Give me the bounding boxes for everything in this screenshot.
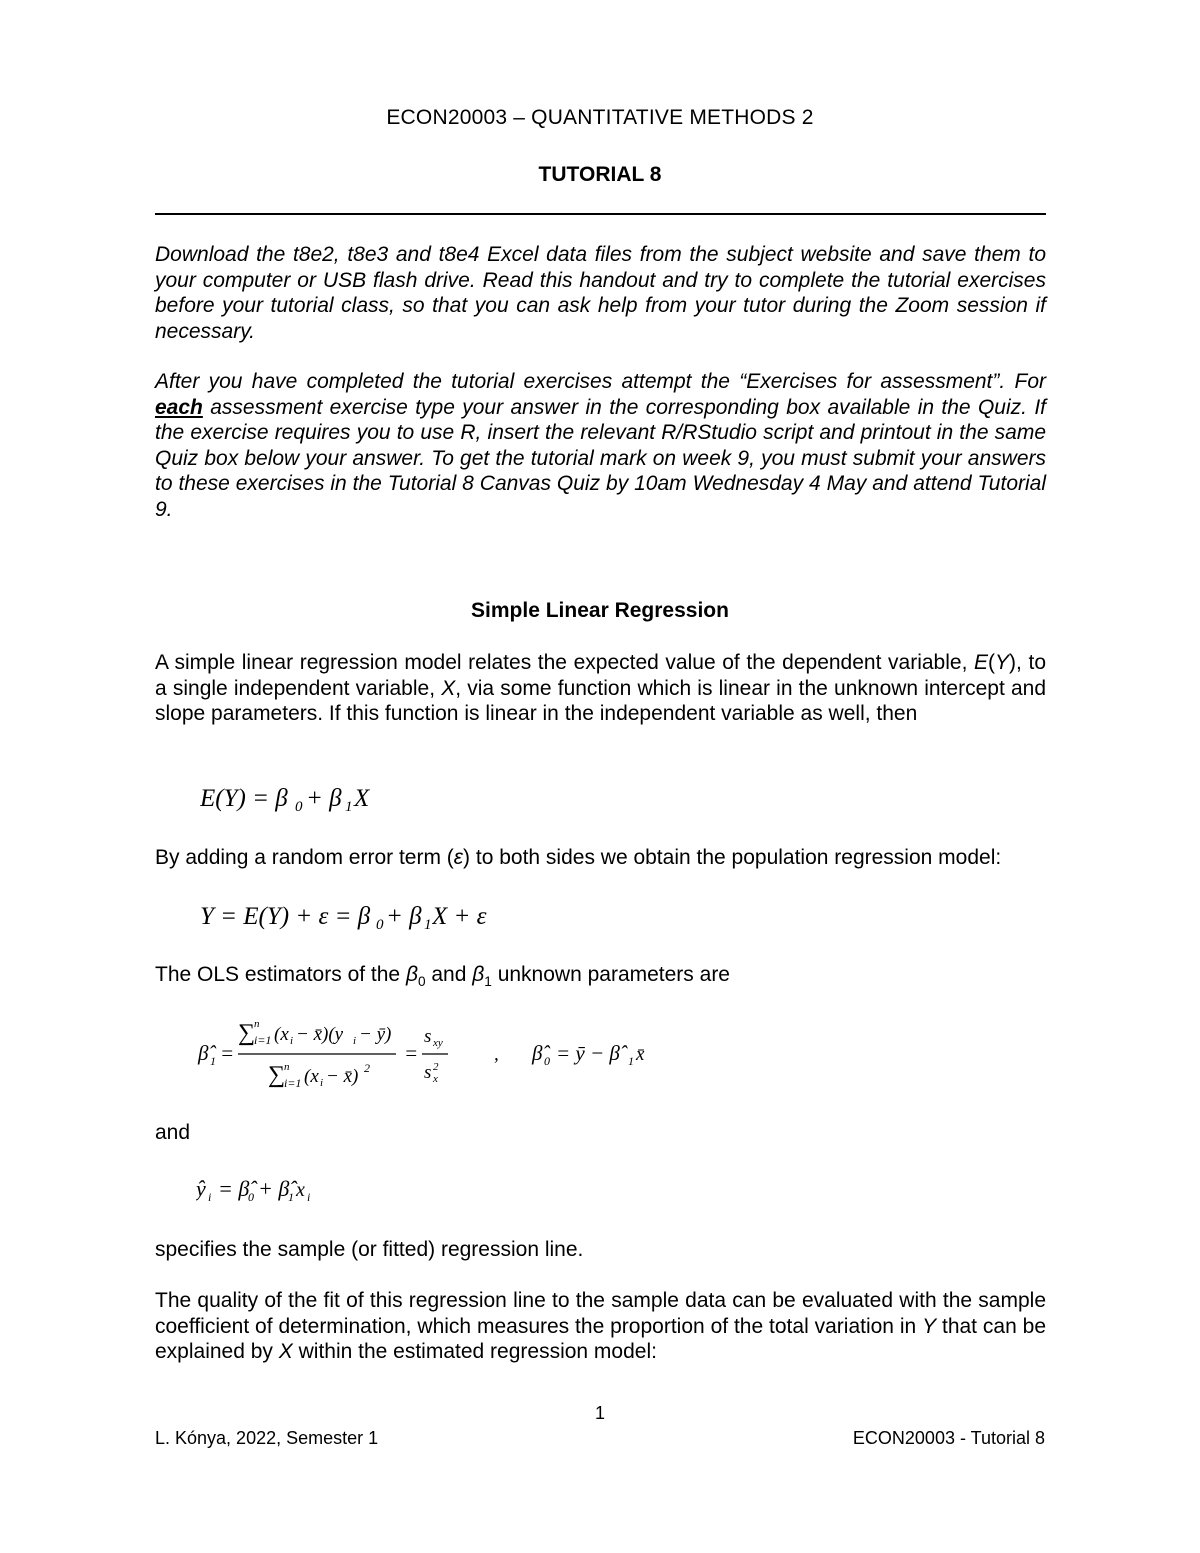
error-term-paragraph: By adding a random error term (ε) to both sides we obtain the population regression model: xyxy=(155,846,1002,869)
svg-text:0: 0 xyxy=(295,799,303,815)
intro-p2-start: After you have completed the tutorial exercises attempt the “Exercises for assessment”. For xyxy=(155,370,1046,393)
svg-text:= ȳ − β̂: = ȳ − β̂ xyxy=(556,1041,620,1065)
ols-text-b: and xyxy=(425,963,473,986)
equation-1-svg xyxy=(200,780,400,816)
svg-text:∑: ∑ xyxy=(268,1062,286,1088)
quality-paragraph xyxy=(155,1288,1046,1365)
slr-paragraph: A simple linear regression model relates the expected value of the dependent variable, E(Y), to a single independent variable, X, via some function which is linear in the unknown intercept and slope parameters. If this function is linear in the independent variable as well, then xyxy=(155,651,1046,725)
section-heading: Simple Linear Regression xyxy=(471,599,729,622)
svg-text:β̂: β̂ xyxy=(532,1041,543,1065)
svg-text:− x̄): − x̄) xyxy=(326,1066,359,1087)
slr-text-3: , via some function which is linear in the unknown intercept and slope parameters. If this function is linear in the independent variable as well, then xyxy=(155,676,1046,725)
svg-text:i: i xyxy=(290,1035,294,1047)
intro-p2-emphasis: each xyxy=(155,395,203,419)
footer-author: L. Kónya, 2022, Semester 1 xyxy=(155,1428,379,1448)
intro-paragraph-2 xyxy=(155,369,1046,522)
svg-text:2: 2 xyxy=(433,1061,439,1073)
tutorial-title: TUTORIAL 8 xyxy=(538,163,662,186)
svg-text:1: 1 xyxy=(210,1054,216,1068)
equation-3-svg xyxy=(196,1014,656,1094)
svg-text:= β̂: = β̂ xyxy=(218,1176,250,1201)
svg-text:i: i xyxy=(307,1190,311,1204)
horizontal-rule xyxy=(155,213,1046,215)
svg-text:0: 0 xyxy=(544,1054,550,1068)
svg-text:+ β: + β xyxy=(386,903,422,930)
fitted-line-paragraph: specifies the sample (or fitted) regression line. xyxy=(155,1238,584,1261)
svg-text:=: = xyxy=(220,1041,235,1065)
equation-fitted-line xyxy=(196,1172,336,1214)
quality-text-b: that can be explained by xyxy=(155,1314,1046,1363)
svg-text:− ȳ): − ȳ) xyxy=(359,1024,392,1045)
svg-text:∑: ∑ xyxy=(238,1020,256,1046)
slr-x: X xyxy=(441,676,456,700)
svg-text:i: i xyxy=(208,1190,212,1204)
svg-text:=: = xyxy=(404,1041,419,1065)
svg-text:1: 1 xyxy=(345,799,353,815)
page-number: 1 xyxy=(594,1403,605,1423)
and-paragraph: and xyxy=(155,1121,191,1144)
svg-text:(x: (x xyxy=(304,1066,319,1087)
svg-text:0: 0 xyxy=(376,917,384,933)
svg-text:1: 1 xyxy=(424,917,432,933)
intro-p2-end: assessment exercise type your answer in the corresponding box available in the Quiz. If the exercise requires you to use R, insert the relevant R/RStudio script and printout in the same Quiz box below your answer. To get the tutorial mark on week 9, you must submit your answers to these exercises in the Tutorial 8 Canvas Quiz by 10am Wednesday 4 May and attend Tutorial 9. xyxy=(155,395,1046,521)
svg-text:s: s xyxy=(424,1026,432,1047)
svg-text:i=1: i=1 xyxy=(254,1033,272,1047)
svg-text:E(Y) = β: E(Y) = β xyxy=(200,785,288,812)
ols-text-a: The OLS estimators of the xyxy=(155,963,406,986)
svg-text:x: x xyxy=(296,1179,305,1201)
quality-text-c: within the estimated regression model: xyxy=(292,1340,657,1363)
equation-2-tail-svg xyxy=(432,898,512,934)
svg-text:X: X xyxy=(354,785,370,812)
slr-text-1: A simple linear regression model relates the expected value of the dependent variable, xyxy=(155,651,975,674)
slr-text-2: ), to a single independent variable, xyxy=(155,651,1046,700)
equation-2-svg xyxy=(200,898,460,934)
svg-text:n: n xyxy=(254,1018,260,1030)
ols-text-c: unknown parameters are xyxy=(491,963,730,986)
error-text-b: ) to both sides we obtain the population regression model: xyxy=(463,846,1002,869)
svg-text:i=1: i=1 xyxy=(284,1076,302,1090)
svg-text:X + ε: X + ε xyxy=(432,903,487,930)
intro-paragraph-1: Download the t8e2, t8e3 and t8e4 Excel data files from the subject website and save them to your computer or USB flash drive. Read this handout and try to complete the tutorial exercises before your tutorial class, so that you can ask help from your tutor during the Zoom session if necessary. xyxy=(155,243,1046,343)
svg-text:1: 1 xyxy=(288,1190,294,1204)
svg-text:,: , xyxy=(494,1044,499,1065)
svg-text:x: x xyxy=(433,1073,438,1085)
equation-4-svg xyxy=(196,1172,336,1208)
equation-expected-value xyxy=(200,780,400,823)
svg-text:0: 0 xyxy=(248,1190,254,1204)
svg-text:i: i xyxy=(320,1077,324,1089)
svg-text:+ β: + β xyxy=(306,785,342,812)
svg-text:− x̄)(y: − x̄)(y xyxy=(296,1024,344,1045)
error-text-a: By adding a random error term ( xyxy=(155,846,454,869)
svg-text:s: s xyxy=(424,1062,432,1083)
svg-text:ŷ: ŷ xyxy=(196,1176,206,1201)
svg-text:(x: (x xyxy=(274,1024,289,1045)
footer-course: ECON20003 - Tutorial 8 xyxy=(852,1428,1045,1448)
ols-paragraph: The OLS estimators of the $\beta_0$ and $\beta_1$ unknown parameters are xyxy=(155,963,730,990)
equation-ols-estimators xyxy=(196,1014,656,1094)
svg-text:β̂: β̂ xyxy=(198,1041,209,1065)
quality-x: X xyxy=(278,1340,293,1363)
svg-text:x̄: x̄ xyxy=(636,1044,645,1065)
svg-text:+ β̂: + β̂ xyxy=(258,1176,290,1201)
svg-text:n: n xyxy=(284,1061,290,1073)
quality-y: Y xyxy=(922,1314,937,1338)
svg-text:xy: xy xyxy=(433,1037,443,1049)
slr-ey: E xyxy=(974,651,989,674)
svg-text:i: i xyxy=(353,1035,357,1047)
svg-text:2: 2 xyxy=(364,1061,370,1075)
course-title: ECON20003 – QUANTITATIVE METHODS 2 xyxy=(386,106,814,129)
svg-text:1: 1 xyxy=(628,1054,634,1068)
svg-text:Y = E(Y) + ε = β: Y = E(Y) + ε = β xyxy=(200,903,371,930)
equation-2-tail xyxy=(432,898,512,941)
quality-text-a: The quality of the fit of this regression line to the sample data can be evaluated with the sample coefficient of determination, which measures the proportion of the total variation in xyxy=(155,1289,1046,1338)
equation-population-model xyxy=(200,898,460,941)
